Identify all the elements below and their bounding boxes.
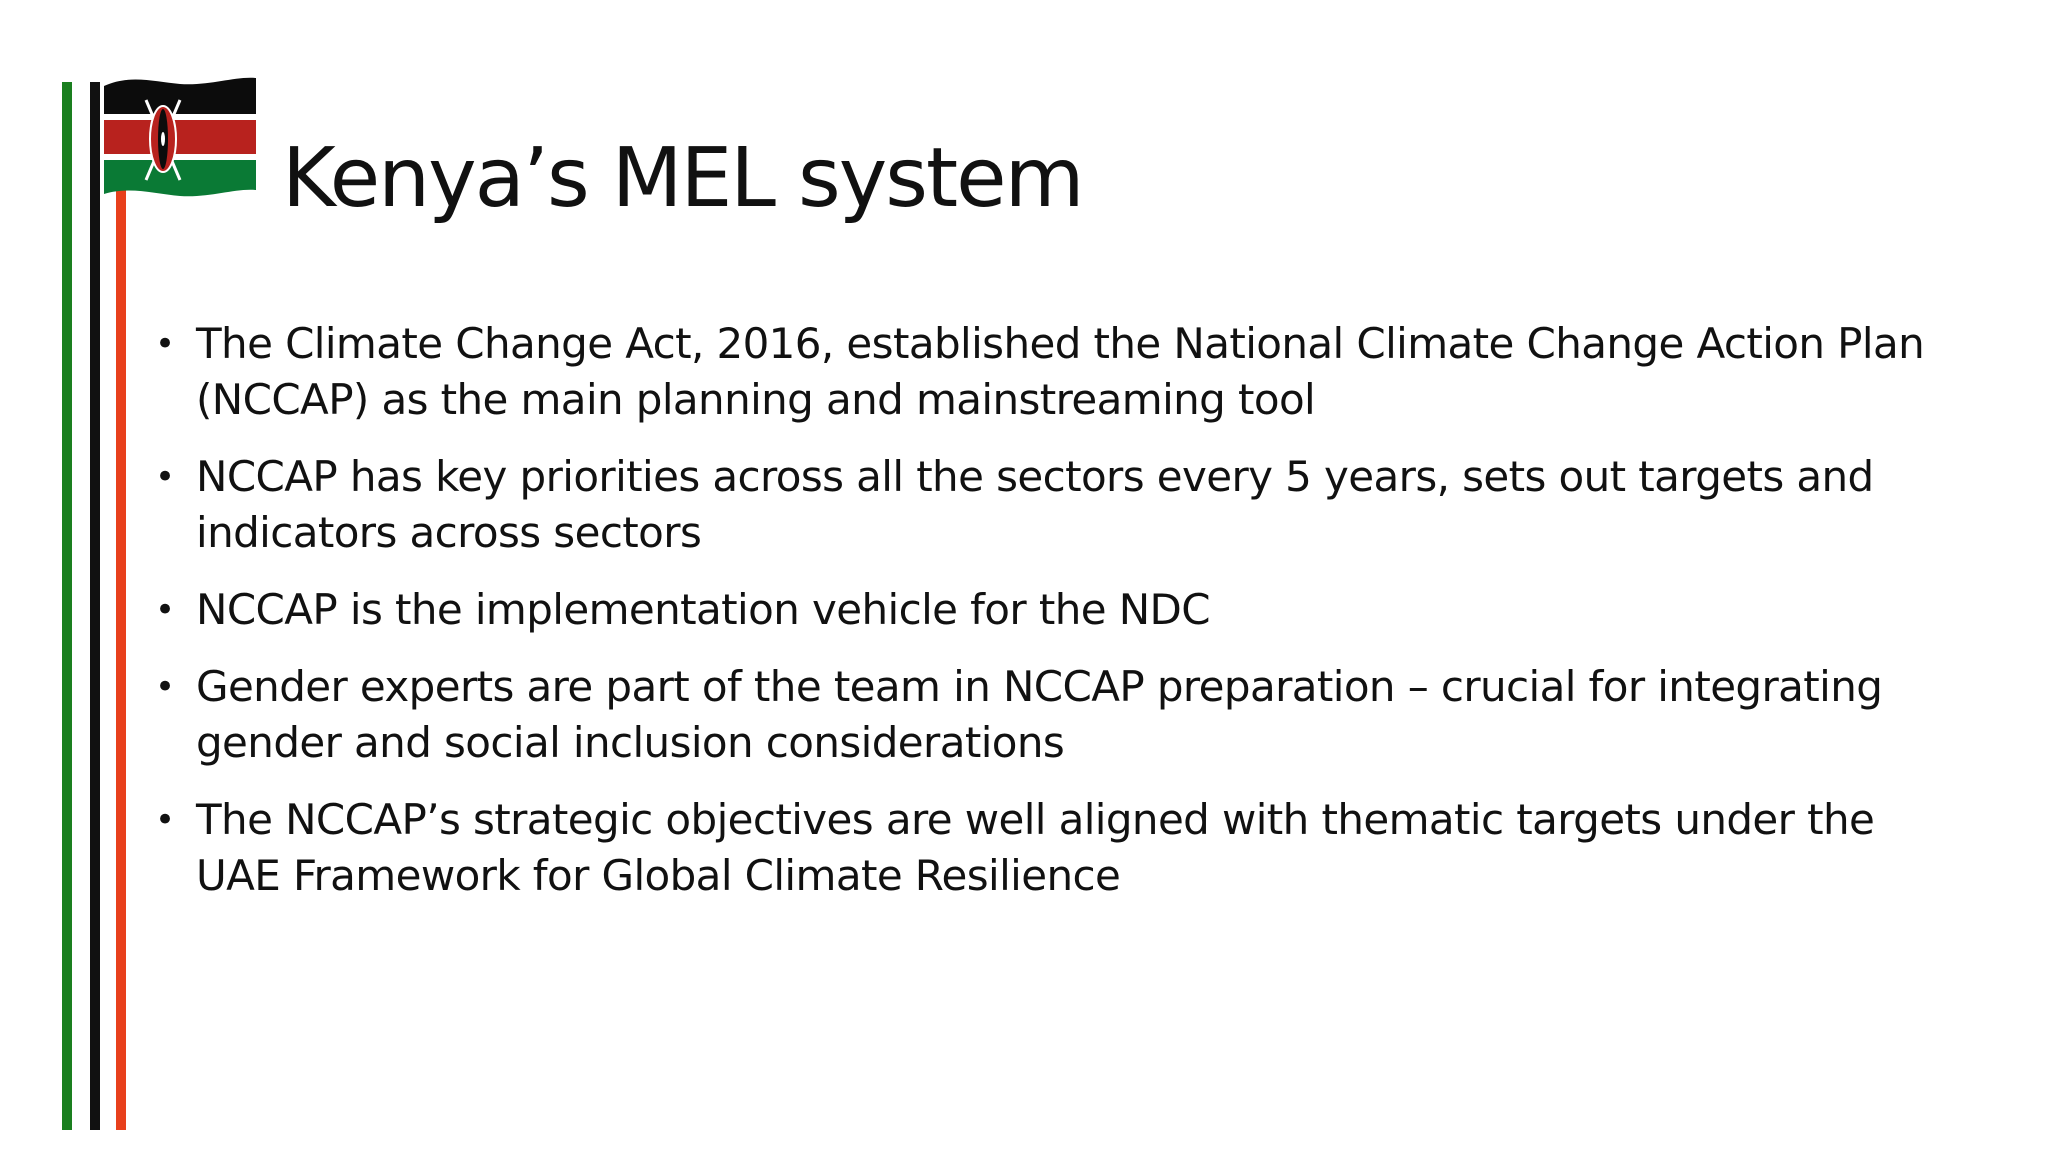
list-item [155, 582, 1955, 638]
list-item [155, 792, 1955, 904]
list-item [155, 449, 1955, 561]
black-stripe [90, 82, 100, 1130]
kenya-flag-icon [100, 72, 258, 202]
bullet-text: NCCAP has key priorities across all the sectors every 5 years, sets out targets and indicators across sectors [196, 452, 1874, 557]
bullet-text: The Climate Change Act, 2016, established the National Climate Change Action Plan (NCCAP) as the main planning and mainstreaming tool [196, 319, 1925, 424]
list-item [155, 659, 1955, 771]
list-item [155, 316, 1955, 428]
bullet-list [155, 316, 1955, 925]
bullet-dot-icon: • [155, 800, 175, 840]
red-stripe [116, 190, 126, 1130]
bullet-text: The NCCAP’s strategic objectives are well aligned with thematic targets under the UAE Framework for Global Climate Resilience [196, 795, 1875, 900]
bullet-text: Gender experts are part of the team in NCCAP preparation – crucial for integrating gender and social inclusion considerations [196, 662, 1883, 767]
bullet-text: NCCAP is the implementation vehicle for the NDC [196, 585, 1210, 634]
bullet-dot-icon: • [155, 667, 175, 707]
bullet-dot-icon: • [155, 457, 175, 497]
bullet-dot-icon: • [155, 324, 175, 364]
green-stripe [62, 82, 72, 1130]
bullet-dot-icon: • [155, 590, 175, 630]
slide-title: Kenya’s MEL system [282, 131, 1083, 226]
